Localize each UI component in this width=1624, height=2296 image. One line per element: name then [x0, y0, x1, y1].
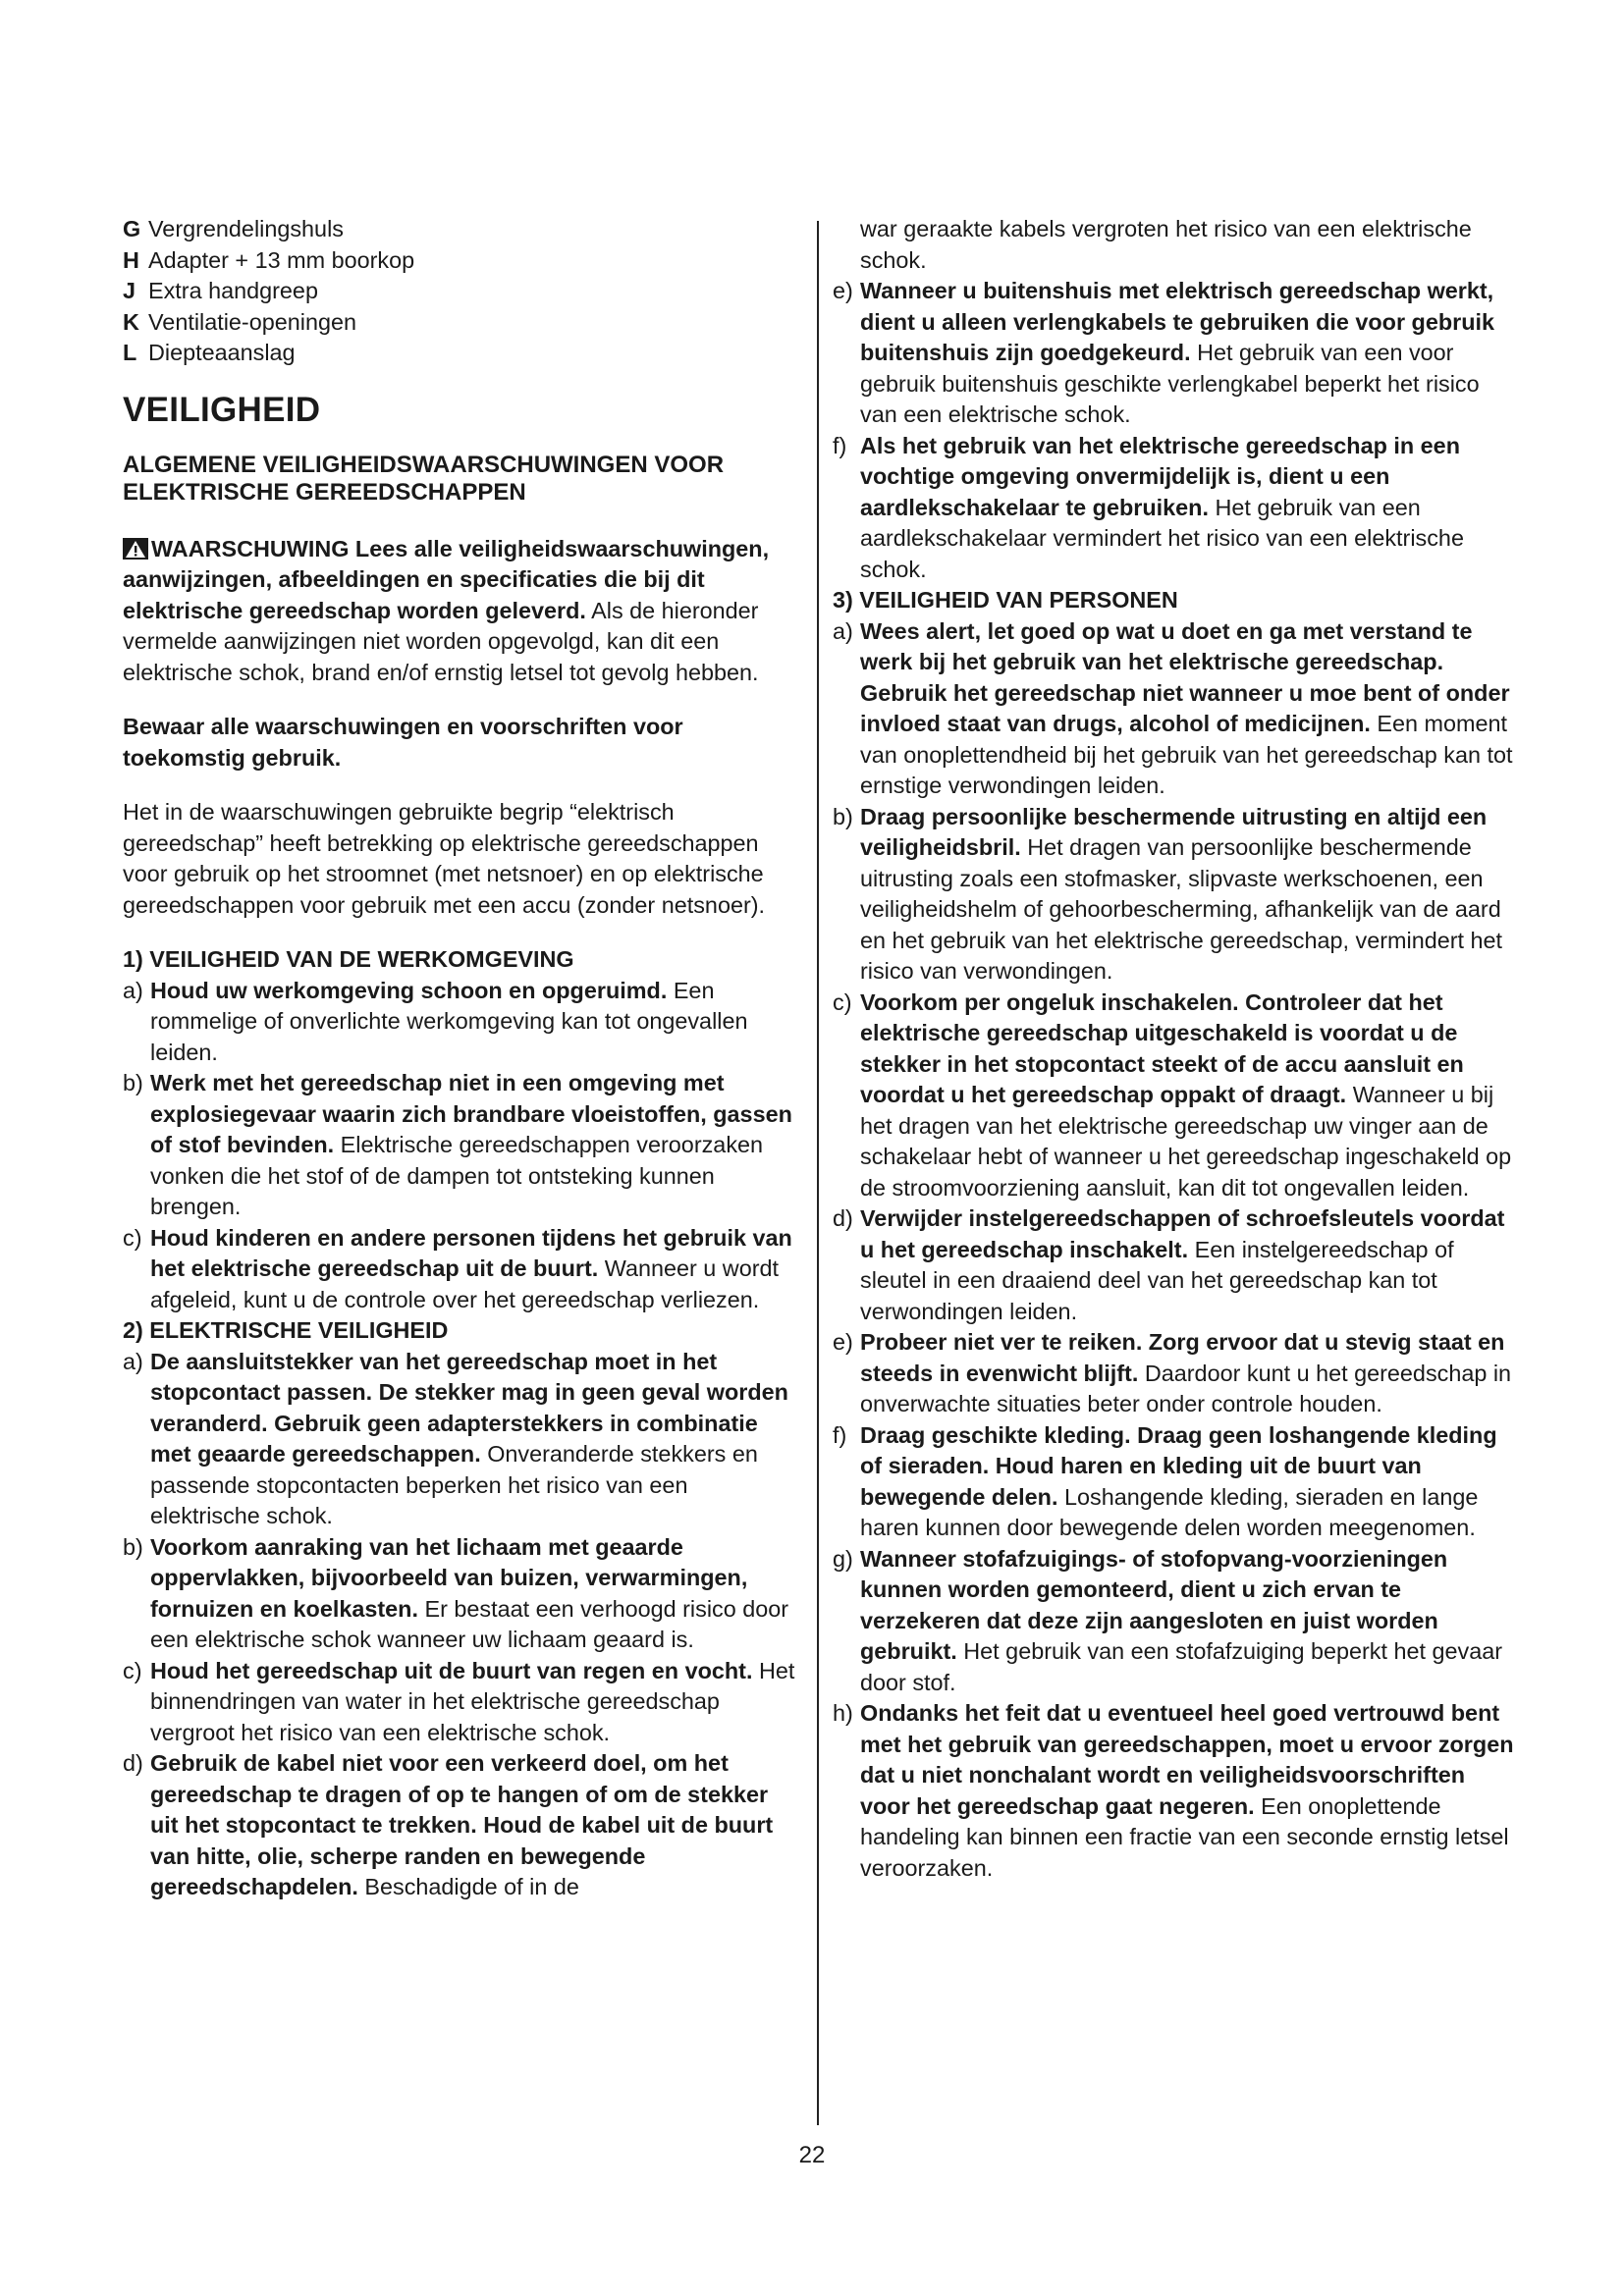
list-item: c) Houd het gereedschap uit de buurt van regen en vocht. Het binnendringen van water in het elektrische gereedschap vergroot het risico van een elektrische schok.	[123, 1657, 795, 1745]
section-subtitle: ALGEMENE VEILIGHEIDSWAARSCHUWINGEN VOOR ELEKTRISCHE GEREEDSCHAPPEN	[123, 451, 725, 506]
parts-list-item: J Extra handgreep	[123, 278, 318, 303]
list-item: a) De aansluitstekker van het gereedschap moet in het stopcontact passen. De stekker mag in geen geval worden veranderd. Gebruik geen adapterstekkers in combinatie met geaarde gereedschappen. Onveranderde stekkers en passende stopcontacten beperken het risico van een elektrische schok.	[123, 1348, 788, 1528]
list-item: b) Voorkom aanraking van het lichaam met geaarde oppervlakken, bijvoorbeeld van buizen, verwarmingen, fornuizen en koelkasten. Er bestaat een verhoogd risico door een elektrische schok wanneer uw lichaam geaard is.	[123, 1533, 789, 1652]
column-divider	[817, 221, 819, 2125]
keep-note: Bewaar alle waarschuwingen en voorschriften voor toekomstig gebruik.	[123, 714, 683, 771]
section-heading: 3) VEILIGHEID VAN PERSONEN	[833, 587, 1178, 613]
left-column	[123, 214, 800, 1903]
definition-paragraph: Het in de waarschuwingen gebruikte begrip “elektrisch gereedschap” heeft betrekking op elektrische gereedschappen voor gebruik op het stroomnet (met netsnoer) en op elektrische gereedschappen voor gebruik met een accu (zonder netsnoer).	[123, 799, 766, 918]
list-item: f) Als het gebruik van het elektrische gereedschap in een vochtige omgeving onvermijdelijk is, dient u een aardlekschakelaar te gebruiken. Het gebruik van een aardlekschakelaar vermindert het risico van een elektrische schok.	[833, 432, 1464, 582]
list-item: f) Draag geschikte kleding. Draag geen loshangende kleding of sieraden. Houd haren en kleding uit de buurt van bewegende delen. Loshangende kleding, sieraden en lange haren kunnen door bewegende delen worden meegenomen.	[833, 1421, 1497, 1540]
list-item: e) Probeer niet ver te reiken. Zorg ervoor dat u stevig staat en steeds in evenwicht blijft. Daardoor kunt u het gereedschap in onverwachte situaties beter onder controle houden.	[833, 1329, 1512, 1416]
list-item: c) Voorkom per ongeluk inschakelen. Controleer dat het elektrische gereedschap uitgeschakeld is voordat u de stekker in het stopcontact steekt of de accu aansluit en voordat u het gereedschap oppakt of draagt. Wanneer u bij het dragen van het elektrische gereedschap uw vinger aan de schakelaar hebt of wanneer u het gereedschap ingeschakeld op de stroomvoorziening aansluit, kan dit tot ongevallen leiden.	[833, 988, 1512, 1201]
right-column	[833, 214, 1515, 1884]
list-item: e) Wanneer u buitenshuis met elektrisch gereedschap werkt, dient u alleen verlengkabels te gebruiken die voor gebruik buitenshuis zijn goedgekeurd. Het gebruik van een voor gebruik buitenshuis geschikte verlengkabel beperkt het risico van een elektrische schok.	[833, 278, 1495, 427]
page-number: 22	[798, 2142, 826, 2168]
list-item: a) Houd uw werkomgeving schoon en opgeruimd. Een rommelige of onverlichte werkomgeving kan tot ongevallen leiden.	[123, 977, 748, 1065]
list-item: h) Ondanks het feit dat u eventueel heel goed vertrouwd bent met het gebruik van gereedschappen, moet u ervoor zorgen dat u niet nonchalant wordt en veiligheidsvoorschriften voor het gereedschap gaat negeren. Een onoplettende handeling kan binnen een fractie van een seconde ernstig letsel veroorzaken.	[833, 1700, 1514, 1881]
list-item: a) Wees alert, let goed op wat u doet en ga met verstand te werk bij het gebruik van het elektrische gereedschap. Gebruik het gereedschap niet wanneer u moe bent of onder invloed staat van drugs, alcohol of medicijnen. Een moment van onoplettendheid bij het gebruik van het gereedschap kan tot ernstige verwondingen leiden.	[833, 617, 1513, 798]
list-item: g) Wanneer stofafzuigings- of stofopvang-voorzieningen kunnen worden gemonteerd, dient u zich ervan te verzekeren dat deze zijn aangesloten en juist worden gebruikt. Het gebruik van een stofafzuiging beperkt het gevaar door stof.	[833, 1545, 1503, 1695]
list-item-continuation: war geraakte kabels vergroten het risico van een elektrische schok.	[860, 216, 1472, 273]
list-item: b) Werk met het gereedschap niet in een omgeving met explosiegevaar waarin zich brandbare vloeistoffen, gassen of stof bevinden. Elektrische gereedschappen veroorzaken vonken die het stof of de dampen tot ontsteking kunnen brengen.	[123, 1070, 792, 1219]
section-heading: 1) VEILIGHEID VAN DE WERKOMGEVING	[123, 946, 574, 972]
parts-list-item: H Adapter + 13 mm boorkop	[123, 246, 415, 273]
parts-list-item: K Ventilatie-openingen	[123, 308, 356, 335]
parts-list-item: G Vergrendelingshuls	[123, 216, 344, 241]
page-title: VEILIGHEID	[123, 390, 321, 429]
list-item: d) Gebruik de kabel niet voor een verkeerd doel, om het gereedschap te dragen of op te hangen of om de stekker uit het stopcontact te trekken. Houd de kabel uit de buurt van hitte, olie, scherpe randen en bewegende gereedschapdelen. Beschadigde of in de	[123, 1750, 774, 1899]
parts-list-item: L Diepteaanslag	[123, 340, 296, 365]
list-item: d) Verwijder instelgereedschappen of schroefsleutels voordat u het gereedschap inschakelt. Een instelgereedschap of sleutel in een draaiend deel van het gereedschap kan tot verwondingen leiden.	[833, 1205, 1505, 1324]
warning-triangle-icon	[123, 538, 148, 560]
warning-paragraph: WAARSCHUWING Lees alle veiligheidswaarschuwingen, aanwijzingen, afbeeldingen en specificaties die bij dit elektrische gereedschap worden geleverd. Als de hieronder vermelde aanwijzingen niet worden opgevolgd, kan dit een elektrische schok, brand en/of ernstig letsel tot gevolg hebben.	[123, 535, 770, 685]
list-item: b) Draag persoonlijke beschermende uitrusting en altijd een veiligheidsbril. Het dragen van persoonlijke beschermende uitrusting zoals een stofmasker, slipvaste werkschoenen, een veiligheidshelm of gehoorbescherming, afhankelijk van de aard en het gebruik van het elektrische gereedschap, vermindert het risico van verwondingen.	[833, 803, 1503, 984]
parts-list	[123, 214, 800, 369]
list-item: c) Houd kinderen en andere personen tijdens het gebruik van het elektrische gereedschap uit de buurt. Wanneer u wordt afgeleid, kunt u de controle over het gereedschap verliezen.	[123, 1224, 792, 1312]
section-heading: 2) ELEKTRISCHE VEILIGHEID	[123, 1317, 449, 1343]
